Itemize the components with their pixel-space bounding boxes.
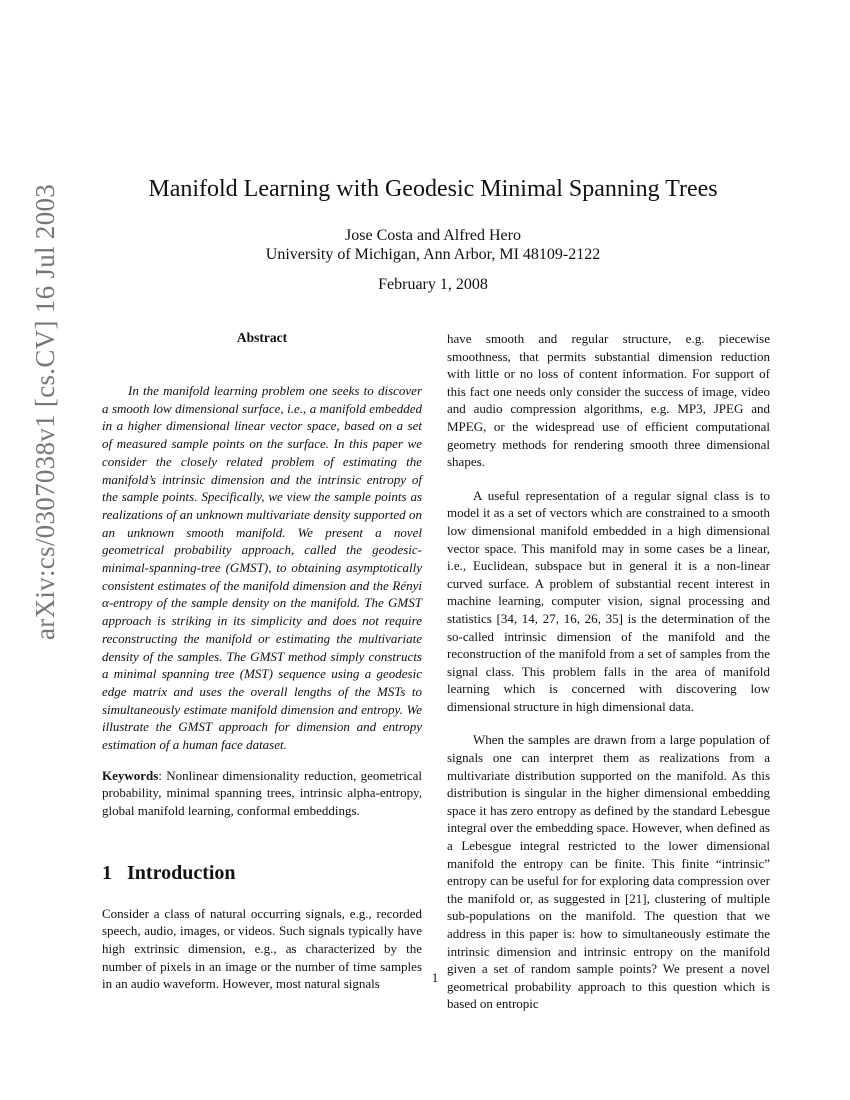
author-affiliation: University of Michigan, Ann Arbor, MI 48109-2122 xyxy=(265,246,601,263)
body-paragraph: When the samples are drawn from a large population of signals one can interpret them as realizations from a multivariate distribution supported on the manifold. As this distribution is singular in the higher dimensional embedding space it has zero entropy as defined by the standard Lebesgue integral over the embedding space. However, when defined as a Lebesgue integral restricted to the lower dimensional manifold the entropy can be finite. This finite “intrinsic” entropy can be useful for for exploring data compression over the manifold or, as suggested in [21], clustering of multiple sub-populations on the manifold. The question that we address in this paper is: how to simultaneously estimate the intrinsic dimension and intrinsic entropy on the manifold given a set of random sample points? We present a novel geometrical probability approach to this question which is based on entropic xyxy=(447,732,770,1012)
author-block xyxy=(0,226,850,264)
keywords-label: Keywords xyxy=(102,767,159,783)
right-column xyxy=(447,330,770,1013)
intro-paragraph: Consider a class of natural occurring signals, e.g., recorded speech, audio, images, or videos. Such signals typically have high extrinsic dimension, e.g., as characterized by the number of pixels in an image or the number of time samples in an audio waveform. However, most natural signals xyxy=(102,905,422,992)
abstract-heading: Abstract xyxy=(236,330,288,345)
paper-date: February 1, 2008 xyxy=(378,276,488,293)
author-names: Jose Costa and Alfred Hero xyxy=(345,227,521,244)
paper-title: Manifold Learning with Geodesic Minimal Spanning Trees xyxy=(148,176,718,202)
left-column xyxy=(102,330,422,993)
page-number: 1 xyxy=(431,970,439,985)
keywords-text: : Nonlinear dimensionality reduction, geometrical probability, minimal spanning trees, intrinsic alpha-entropy, global manifold learning, conformal embeddings. xyxy=(102,767,422,819)
keywords xyxy=(102,767,422,820)
body-paragraph: A useful representation of a regular signal class is to model it as a set of vectors which are constrained to a smooth low dimensional manifold embedded in a high dimensional vector space. This manifold may in some cases be a linear, i.e., Euclidean, subspace but in general it is a non-linear curved surface. A problem of substantial recent interest in machine learning, computer vision, signal processing and statistics [34, 14, 27, 16, 26, 35] is the determination of the so-called intrinsic dimension of the manifold and the reconstruction of the manifold from a set of samples from the signal class. This problem falls in the area of manifold learning which is concerned with discovering low dimensional structure in high dimensional data. xyxy=(447,487,770,714)
section-number: 1 xyxy=(102,861,112,884)
abstract-text: In the manifold learning problem one seeks to discover a smooth low dimensional surface, i.e., a manifold embedded in a higher dimensional linear vector space, based on a set of measured sample points on the surface. In this paper we consider the closely related problem of estimating the manifold’s intrinsic dimension and the intrinsic entropy of the sample points. Specifically, we view the sample points as realizations of an unknown multivariate density supported on an unknown smooth manifold. We present a novel geometrical probability approach, called the geodesic-minimal-spanning-tree (GMST), to obtaining asymptotically consistent estimates of the manifold dimension and the Rényi α-entropy of the sample density on the manifold. The GMST approach is striking in its simplicity and does not require reconstructing the manifold or estimating the multivariate density of the samples. The GMST method simply constructs a minimal spanning tree (MST) sequence using a geodesic edge matrix and uses the overall lengths of the MSTs to simultaneously estimate manifold dimension and entropy. We illustrate the GMST approach for dimension and entropy estimation of a human face dataset. xyxy=(102,383,422,753)
arxiv-identifier: arXiv:cs/0307038v1 [cs.CV] 16 Jul 2003 xyxy=(30,183,60,640)
body-paragraph: have smooth and regular structure, e.g. piecewise smoothness, that permits substantial dimension reduction with little or no loss of content information. For support of this fact one needs only consider the success of image, video and audio compression algorithms, e.g. MP3, JPEG and MPEG, or the widespread use of efficient computational geometry methods for rendering smooth three dimensional shapes. xyxy=(447,331,770,470)
section-heading xyxy=(102,862,422,885)
section-title: Introduction xyxy=(127,861,236,884)
